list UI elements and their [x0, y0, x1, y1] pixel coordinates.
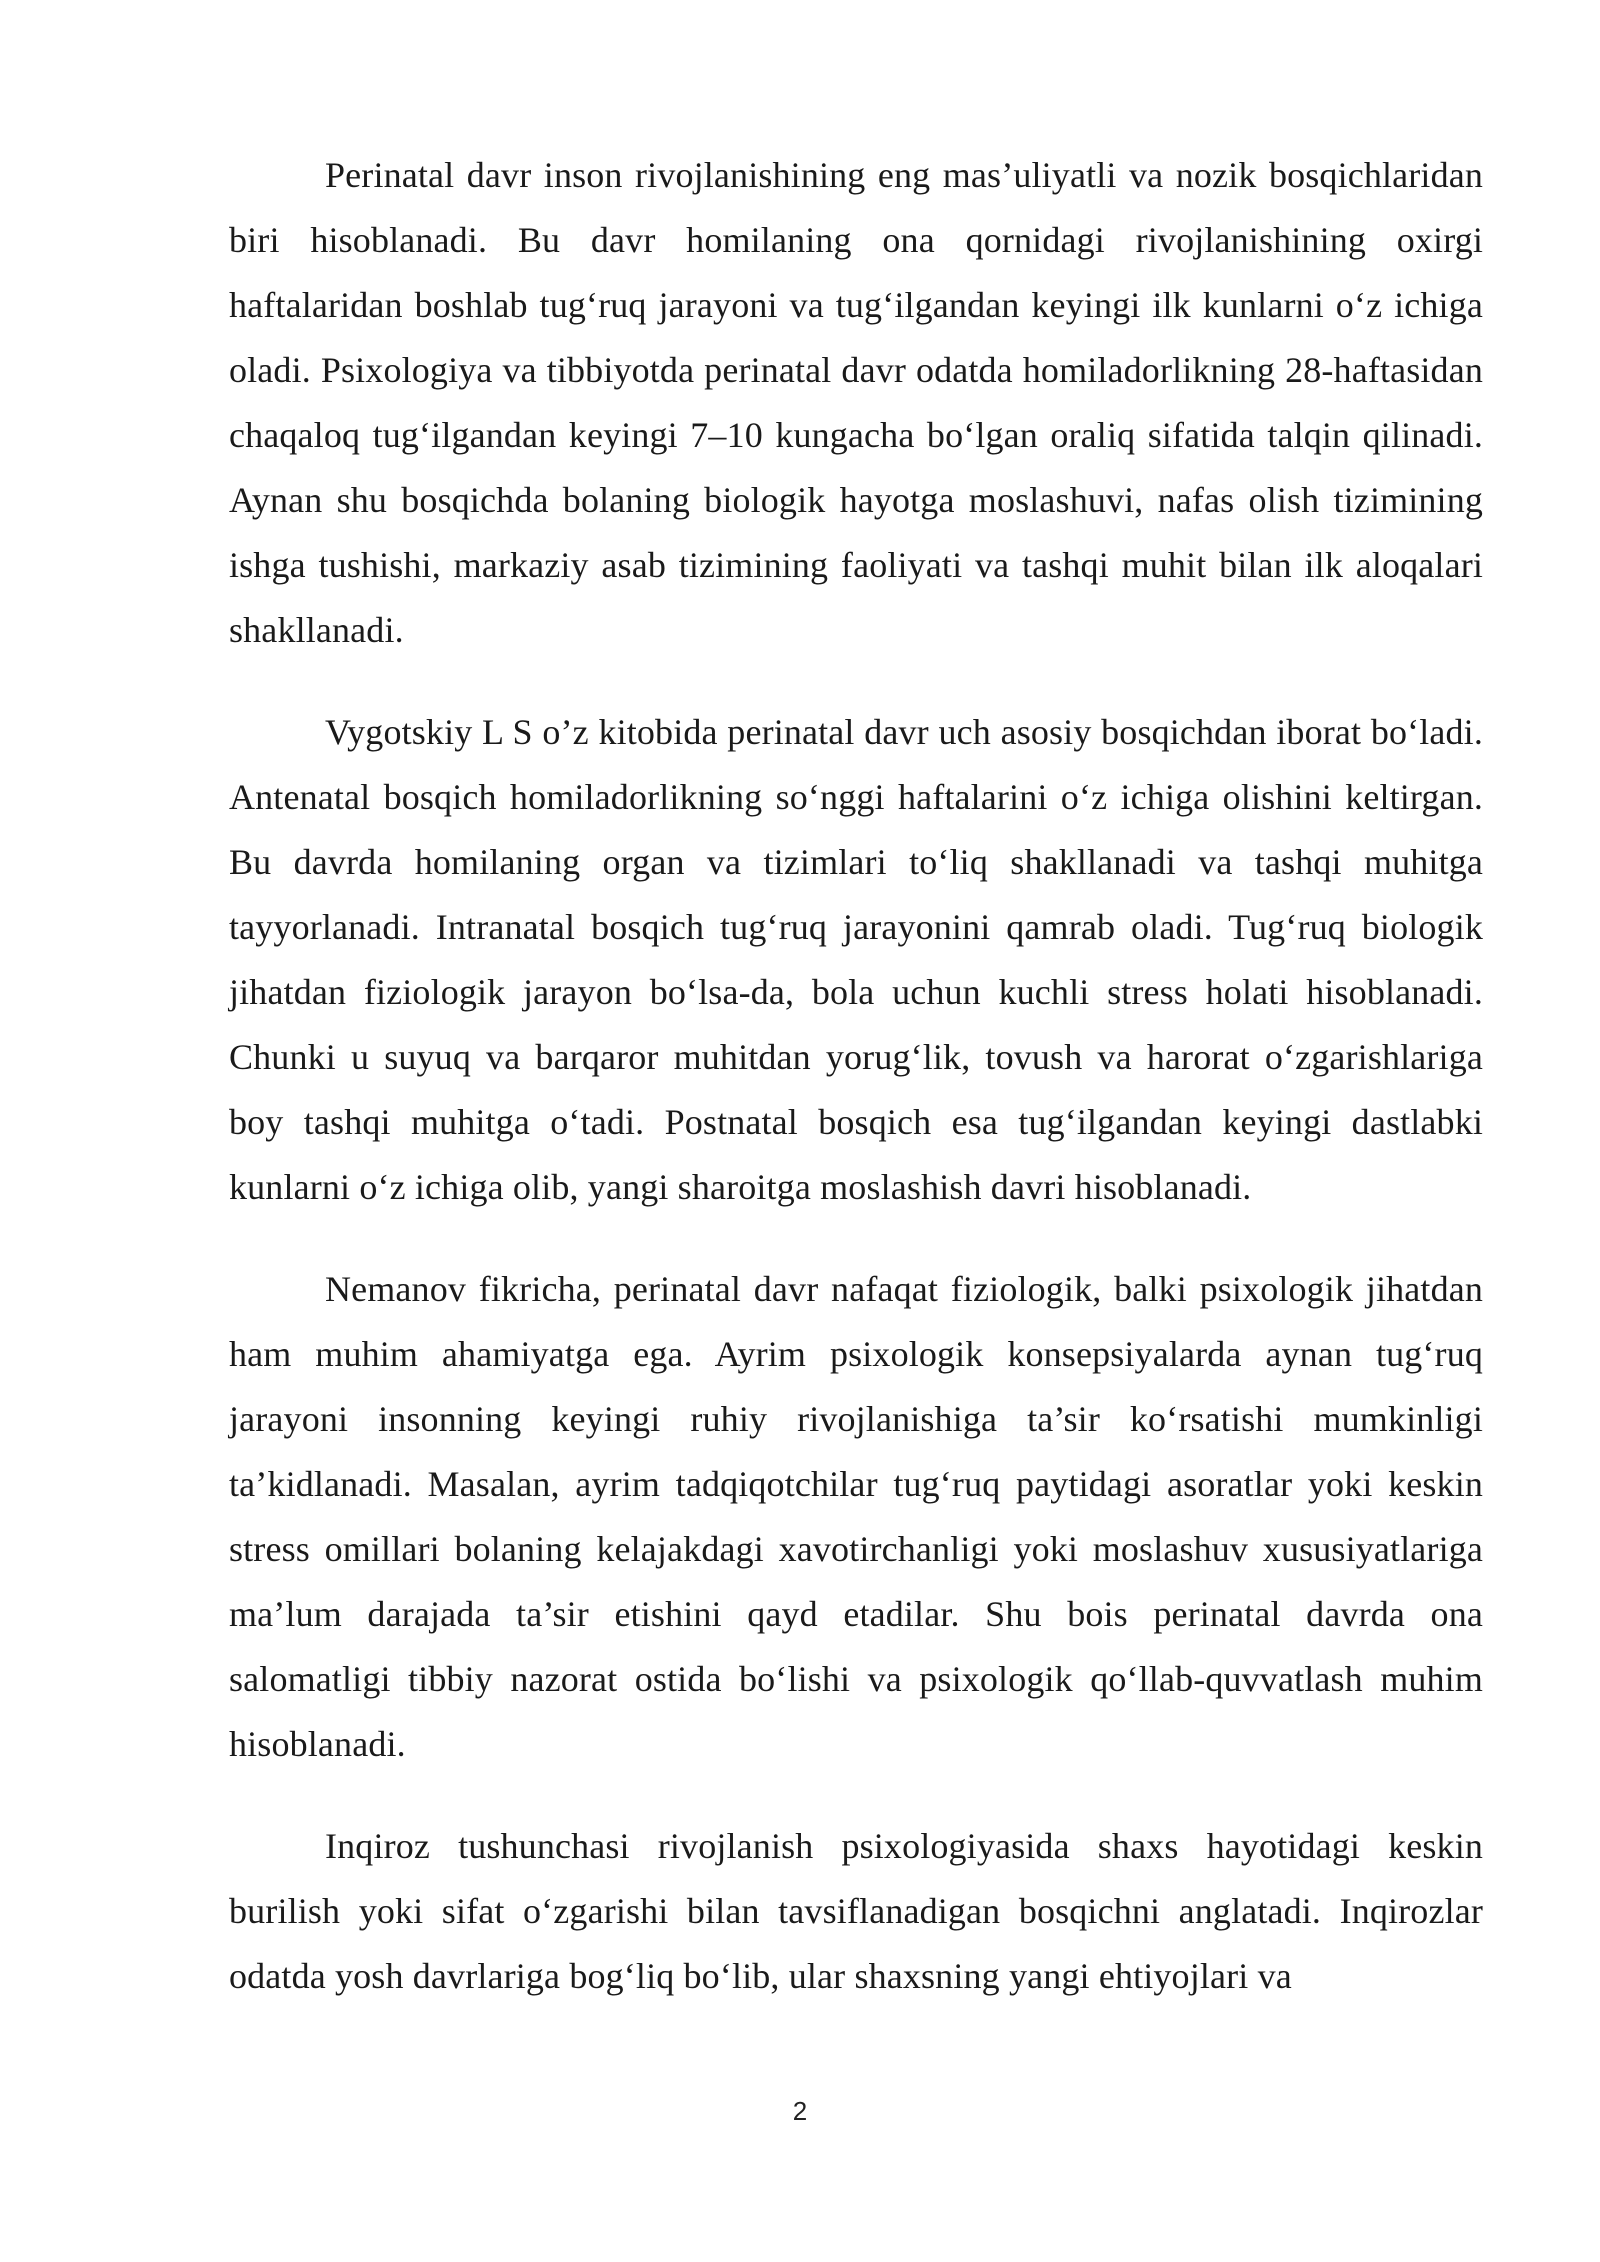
- paragraph-crisis-concept: Inqiroz tushunchasi rivojlanish psixologiyasida shaxs hayotidagi keskin burilish yoki sifat o‘zgarishi bilan tavsiflanadigan bosqichni anglatadi. Inqirozlar odatda yosh davrlariga bog‘liq bo‘lib, ular shaxsning yangi ehtiyojlari va: [229, 1826, 1483, 1996]
- page-number: 2: [792, 2096, 808, 2126]
- paragraph-perinatal-definition: Perinatal davr inson rivojlanishining eng mas’uliyatli va nozik bosqichlaridan biri hisoblanadi. Bu davr homilaning ona qornidagi rivojlanishining oxirgi haftalaridan boshlab tug‘ruq jarayoni va tug‘ilgandan keyingi ilk kunlarni o‘z ichiga oladi. Psixologiya va tibbiyotda perinatal davr odatda homiladorlikning 28-haftasidan chaqaloq tug‘ilgandan keyingi 7–10 kungacha bo‘lgan oraliq sifatida talqin qilinadi. Aynan shu bosqichda bolaning biologik hayotga moslashuvi, nafas olish tizimining ishga tushishi, markaziy asab tizimining faoliyati va tashqi muhit bilan ilk aloqalari shakllanadi.: [229, 155, 1483, 650]
- document-body: [229, 143, 1483, 2046]
- paragraph-nemanov-opinion: Nemanov fikricha, perinatal davr nafaqat fiziologik, balki psixologik jihatdan ham muhim ahamiyatga ega. Ayrim psixologik konsepsiyalarda aynan tug‘ruq jarayoni insonning keyingi ruhiy rivojlanishiga ta’sir ko‘rsatishi mumkinligi ta’kidlanadi. Masalan, ayrim tadqiqotchilar tug‘ruq paytidagi asoratlar yoki keskin stress omillari bolaning kelajakdagi xavotirchanligi yoki moslashuv xususiyatlariga ma’lum darajada ta’sir etishini qayd etadilar. Shu bois perinatal davrda ona salomatligi tibbiy nazorat ostida bo‘lishi va psixologik qo‘llab-quvvatlash muhim hisoblanadi.: [229, 1269, 1483, 1764]
- paragraph-vygotskiy-stages: Vygotskiy L S o’z kitobida perinatal davr uch asosiy bosqichdan iborat bo‘ladi. Antenatal bosqich homiladorlikning so‘nggi haftalarini o‘z ichiga olishini keltirgan. Bu davrda homilaning organ va tizimlari to‘liq shakllanadi va tashqi muhitga tayyorlanadi. Intranatal bosqich tug‘ruq jarayonini qamrab oladi. Tug‘ruq biologik jihatdan fiziologik jarayon bo‘lsa-da, bola uchun kuchli stress holati hisoblanadi. Chunki u suyuq va barqaror muhitdan yorug‘lik, tovush va harorat o‘zgarishlariga boy tashqi muhitga o‘tadi. Postnatal bosqich esa tug‘ilgandan keyingi dastlabki kunlarni o‘z ichiga olib, yangi sharoitga moslashish davri hisoblanadi.: [229, 712, 1483, 1207]
